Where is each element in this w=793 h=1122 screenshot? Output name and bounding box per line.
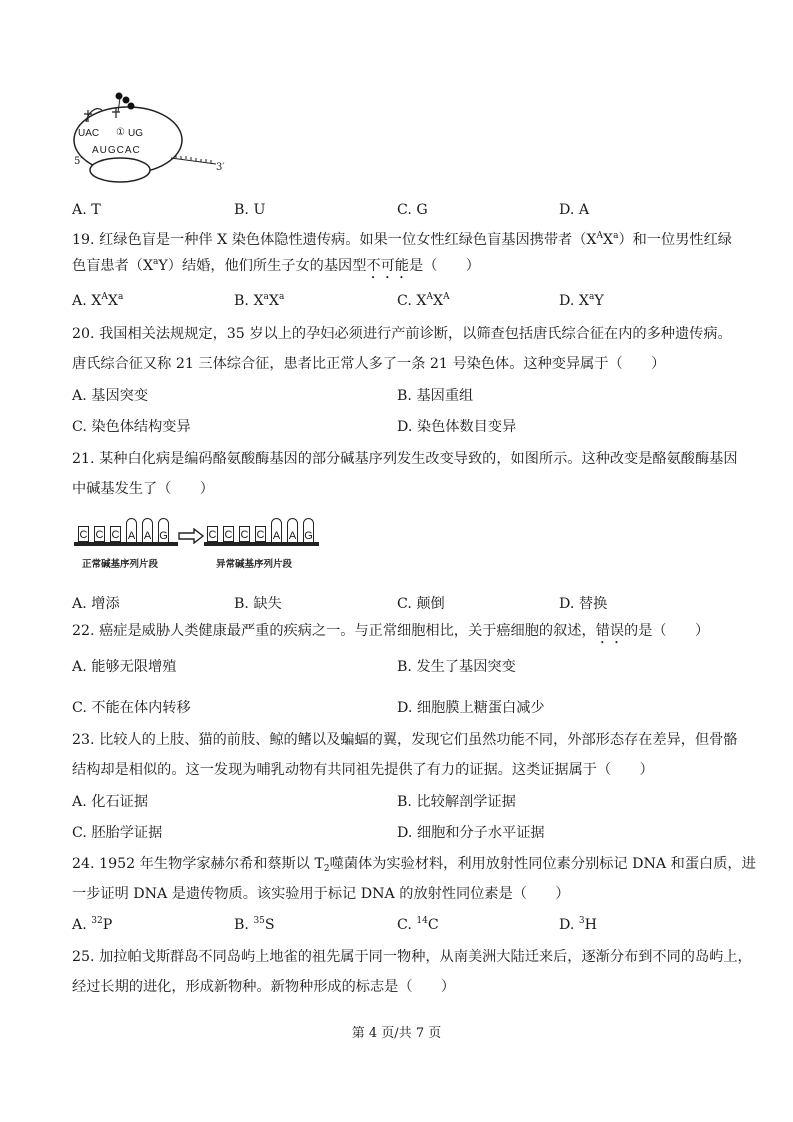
q24-option-c: C. $^{14}$C: [397, 916, 439, 933]
q24-option-b: B. $^{35}$S: [234, 916, 275, 933]
q20-option-b: B. 基因重组: [397, 388, 474, 404]
ribosome-figure: [72, 92, 242, 187]
q24-option-d: D. $^3$H: [559, 916, 597, 933]
q19-emphasis: 不可能: [366, 258, 409, 274]
normal-base-3: C: [110, 526, 121, 542]
q24-option-a: A. $^{32}$P: [72, 916, 113, 933]
page-number: 第 4 页/共 7 页: [351, 1026, 442, 1041]
q20-line-2: 唐氏综合征又称 21 三体综合征，患者比正常人多了一条 21 号染色体。这种变异属于（ ）: [72, 356, 666, 372]
abnormal-backbone: [204, 542, 319, 546]
q21-line-2: 中碱基发生了（ ）: [72, 481, 214, 497]
q25-line-2: 经过长期的进化，形成新物种。新物种形成的标志是（ ）: [72, 979, 456, 995]
normal-base-6: G: [158, 518, 169, 542]
q19-option-d: D. $X^aY$: [559, 292, 604, 309]
q21-line-1: 21. 某种白化病是编码酪氨酸酶基因的部分碱基序列发生改变导致的，如图所示。这种改变是酪氨酸酶基因: [72, 451, 738, 467]
q20-option-c: C. 染色体结构变异: [72, 419, 191, 435]
trna-anticodon-left: UAC: [78, 128, 100, 139]
q23-option-a: A. 化石证据: [72, 794, 149, 810]
q20-line-1: 20. 我国相关法规规定，35 岁以上的孕妇必须进行产前诊断，以筛查包括唐氏综合征在内的多种遗传病。: [72, 326, 732, 342]
q23-option-c: C. 胚胎学证据: [72, 825, 163, 841]
q22-option-c: C. 不能在体内转移: [72, 700, 191, 716]
q19-line-2: 色盲患者$(X^aY)$结婚，他们所生子女的基因型不可能是（ ）: [72, 257, 480, 274]
q21-option-d: D. 替换: [559, 596, 608, 612]
q19-line-1: 19. 红绿色盲是一种伴 X 染色体隐性遗传病。如果一位女性红绿色盲基因携带者$(X^AX^a)$和一位男性红绿: [72, 231, 732, 248]
q23-option-d: D. 细胞和分子水平证据: [397, 825, 545, 841]
q25-line-1: 25. 加拉帕戈斯群岛不同岛屿上地雀的祖先属于同一物种，从南美洲大陆迁来后，逐渐分布到不同的岛屿上，: [72, 949, 752, 965]
q19-option-a: A. $X^AX^a$: [72, 292, 124, 309]
q22-option-d: D. 细胞膜上糖蛋白减少: [397, 700, 545, 716]
mrna-sequence: AUGCAC: [92, 145, 141, 156]
q18-option-d: D. A: [559, 202, 590, 218]
q22-option-a: A. 能够无限增殖: [72, 659, 177, 675]
abnormal-base-5: A: [271, 518, 282, 542]
q22-option-b: B. 发生了基因突变: [397, 659, 516, 675]
normal-backbone: [74, 542, 178, 546]
normal-base-4: A: [126, 518, 137, 542]
q22-emphasis: 错误: [595, 623, 625, 639]
abnormal-base-4: C: [255, 526, 266, 542]
q22-line-1: 22. 癌症是威胁人类健康最严重的疾病之一。与正常细胞相比，关于癌细胞的叙述，错误的是（ ）: [72, 623, 710, 639]
trna-site-marker: ①: [116, 127, 125, 138]
q18-option-c: C. G: [397, 202, 428, 218]
q21-option-c: C. 颠倒: [397, 596, 445, 612]
q18-option-a: A. T: [72, 202, 101, 218]
abnormal-base-7: G: [303, 518, 314, 542]
base-sequence-figure: [72, 512, 332, 574]
q23-line-2: 结构却是相似的。这一发现为哺乳动物有共同祖先提供了有力的证据。这类证据属于（ ）: [72, 762, 654, 778]
q24-line-1: 24. 1952 年生物学家赫尔希和蔡斯以 $T_2$噬菌体为实验材料，利用放射性同位素分别标记 DNA 和蛋白质，进: [72, 856, 756, 874]
q21-option-a: A. 增添: [72, 596, 120, 612]
normal-base-1: C: [78, 526, 89, 542]
abnormal-base-2: C: [223, 526, 234, 542]
q20-option-a: A. 基因突变: [72, 388, 149, 404]
trna-anticodon-right: UG: [128, 128, 143, 139]
normal-base-5: A: [142, 518, 153, 542]
q20-option-d: D. 染色体数目变异: [397, 419, 517, 435]
abnormal-base-1: C: [207, 526, 218, 542]
five-prime-label: 5′: [74, 156, 83, 167]
q18-option-b: B. U: [234, 202, 266, 218]
abnormal-base-3: C: [239, 526, 250, 542]
q21-option-b: B. 缺失: [234, 596, 282, 612]
abnormal-base-6: A: [287, 518, 298, 542]
abnormal-caption: 异常碱基序列片段: [216, 559, 293, 570]
q19-option-c: C. $X^AX^A$: [397, 292, 450, 309]
normal-caption: 正常碱基序列片段: [82, 559, 159, 570]
q19-option-b: B. $X^aX^a$: [234, 292, 285, 309]
three-prime-label: 3′: [216, 162, 225, 173]
q23-line-1: 23. 比较人的上肢、猫的前肢、鲸的鳍以及蝙蝠的翼，发现它们虽然功能不同，外部形态存在差异，但骨骼: [72, 732, 738, 748]
q24-line-2: 一步证明 DNA 是遗传物质。该实验用于标记 DNA 的放射性同位素是（ ）: [72, 886, 570, 902]
q23-option-b: B. 比较解剖学证据: [397, 794, 516, 810]
arrow-right-icon: [178, 528, 204, 544]
normal-base-2: C: [94, 526, 105, 542]
